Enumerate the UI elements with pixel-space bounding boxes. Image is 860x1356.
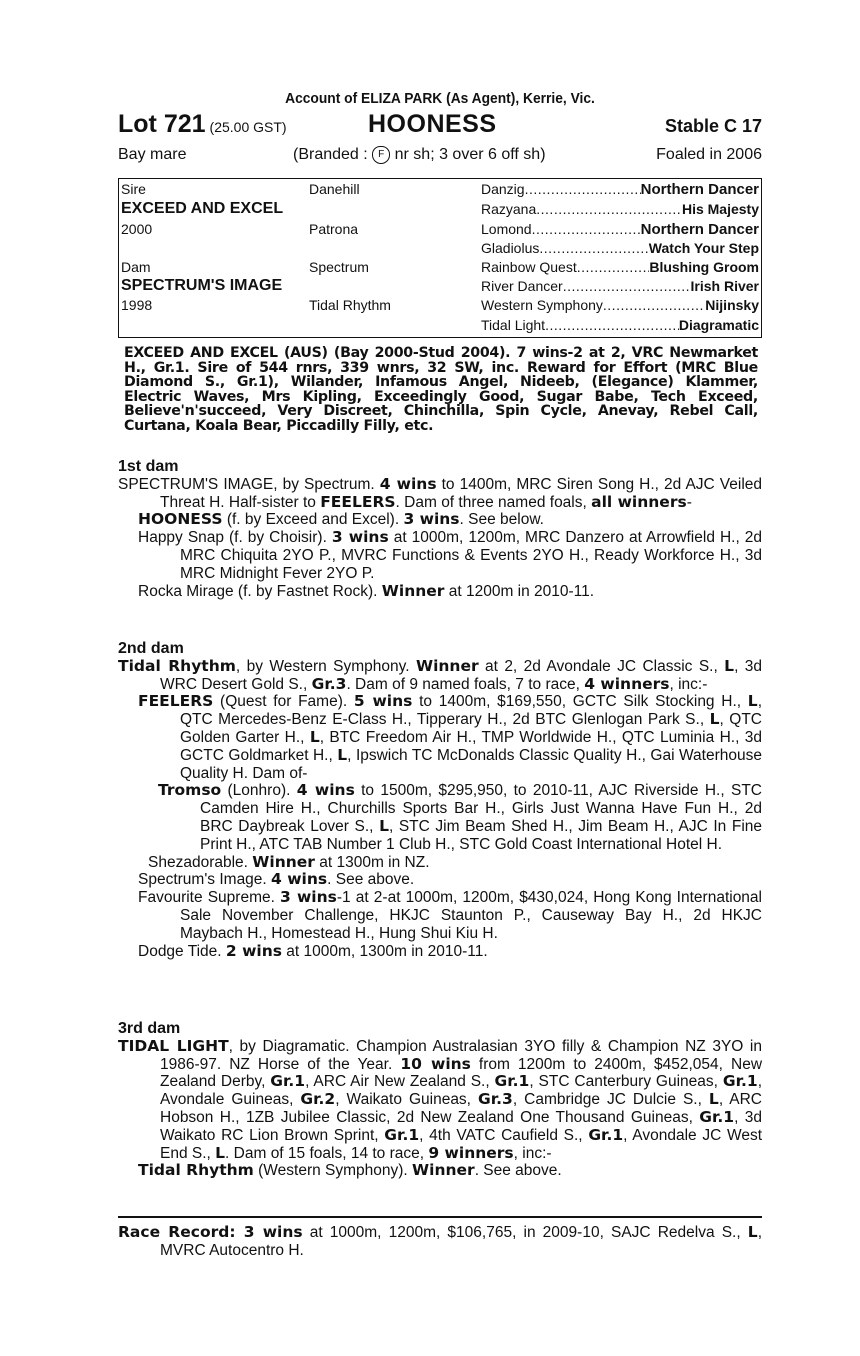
third-dam-section bbox=[118, 1020, 762, 1180]
horse-name: HOONESS bbox=[368, 110, 497, 138]
progeny-entry: Tromso (Lonhro). 4 wins to 1500m, $295,950, to 2010-11, AJC Riverside H., STC Camden Hire H., Churchills Sports Bar H., Girls Just Wanna Have Fun H., 2d BRC Daybreak Lover S., L, STC Jim Beam Shed H., Jim Beam H., AJC In Fine Print H., ATC TAB Number 1 Club H., STC Gold Coast International Hotel H. bbox=[158, 781, 763, 853]
dam-year: 1998 bbox=[121, 297, 153, 313]
dam-paragraph: SPECTRUM'S IMAGE, by Spectrum. 4 wins to 1400m, MRC Siren Song H., 2d AJC Veiled Threat H. Half-sister to FEELERS. Dam of three named foals, all winners- bbox=[118, 474, 763, 511]
progeny-entry: Happy Snap (f. by Choisir). 3 wins at 1000m, 1200m, MRC Danzero at Arrowfield H., 2d MRC Chiquita 2YO P., MVRC Functions & Events 2YO H., Ready Workforce H., 3d MRC Midnight Fever 2YO P. bbox=[138, 528, 763, 582]
sire-name: EXCEED AND EXCEL bbox=[121, 200, 284, 217]
sire-dam: Patrona bbox=[309, 221, 359, 237]
brand-suffix: nr sh; 3 over 6 off sh) bbox=[394, 146, 546, 163]
sire-year: 2000 bbox=[121, 221, 153, 237]
stable-number: Stable C 17 bbox=[664, 116, 762, 136]
section-heading: 3rd dam bbox=[118, 1020, 181, 1037]
lot-number bbox=[118, 110, 287, 139]
ancestor-row: River Dancer ..... Irish River bbox=[481, 278, 759, 294]
progeny-entry: Shezadorable. Winner at 1300m in NZ. bbox=[148, 852, 430, 871]
ancestor-row: Tidal Light ..... Diagramatic bbox=[481, 317, 759, 333]
colour-sex: Bay mare bbox=[118, 146, 187, 163]
vendor-account: Account of ELIZA PARK (As Agent), Kerrie, Vic. bbox=[285, 90, 595, 107]
progeny-entry: Tidal Rhythm (Western Symphony). Winner. See above. bbox=[138, 1161, 562, 1180]
race-record: Race Record: 3 wins at 1000m, 1200m, $106,765, in 2009-10, SAJC Redelva S., L, MVRC Autocentro H. bbox=[118, 1216, 762, 1260]
lot-label: Lot 721 bbox=[118, 110, 206, 138]
dam-label: Dam bbox=[121, 259, 151, 275]
progeny-entry: FEELERS (Quest for Fame). 5 wins to 1400m, $169,550, GCTC Silk Stocking H., L, QTC Mercedes-Benz E-Class H., Tipperary H., 2d BTC Glenlogan Park S., L, QTC Golden Garter H., L, BTC Freedom Air H., TMP Worldwide H., QTC Luminia H., 3d GCTC Goldmarket H., L, Ipswich TC McDonalds Classic Quality H., Gai Waterhouse Quality H. Dam of- bbox=[138, 692, 762, 782]
progeny-entry: Spectrum's Image. 4 wins. See above. bbox=[138, 870, 415, 889]
progeny-entry: Favourite Supreme. 3 wins-1 at 2-at 1000m, 1200m, $430,024, Hong Kong International Sale November Challenge, HKJC Staunton P., Causeway Bay H., 2d HKJC Maybach H., Homestead H., Hung Shui Kiu H. bbox=[138, 888, 762, 942]
progeny-entry: Dodge Tide. 2 wins at 1000m, 1300m in 2010-11. bbox=[138, 941, 488, 960]
ancestor-row: Razyana ..... His Majesty bbox=[481, 201, 759, 217]
horse-info-row bbox=[118, 146, 762, 168]
pedigree-table bbox=[118, 178, 762, 338]
dam-paragraph: TIDAL LIGHT, by Diagramatic. Champion Australasian 3YO filly & Champion NZ 3YO in 1986-97. NZ Horse of the Year. 10 wins from 1200m to 2400m, $452,054, New Zealand Derby, Gr.1, ARC Air New Zealand S., Gr.1, STC Canterbury Guineas, Gr.1, Avondale Guineas, Gr.2, Waikato Guineas, Gr.3, Cambridge JC Dulcie S., L, ARC Hobson H., 1ZB Jubilee Classic, 2d New Zealand One Thousand Guineas, Gr.1, 3d Waikato RC Lion Brown Sprint, Gr.1, 4th VATC Caufield S., Gr.1, Avondale JC West End S., L. Dam of 15 foals, 14 to race, 9 winners, inc:- bbox=[118, 1036, 763, 1162]
second-dam-section bbox=[118, 640, 762, 960]
sire-summary: EXCEED AND EXCEL (AUS) (Bay 2000-Stud 2004). 7 wins-2 at 2, VRC Newmarket H., Gr.1. Sire of 544 rnrs, 339 wnrs, 32 SW, inc. Reward for Effort (MRC Blue Diamond S., Gr.1), Wilander, Infamous Angel, Nideeb, (Elegance) Klammer, Electric Waves, Mrs Kipling, Exceedingly Good, Sugar Babe, Tech Exceed, Believe'n'succeed, Very Discreet, Chinchilla, Spin Cycle, Anevay, Rebel Call, Curtana, Koala Bear, Piccadilly Filly, etc. bbox=[124, 345, 758, 434]
first-dam-section bbox=[118, 458, 762, 600]
section-heading: 1st dam bbox=[118, 458, 179, 475]
foaled-year: Foaled in 2006 bbox=[656, 146, 762, 163]
dam-sire: Spectrum bbox=[309, 259, 369, 275]
dam-dam: Tidal Rhythm bbox=[309, 297, 391, 313]
dam-name: SPECTRUM'S IMAGE bbox=[121, 277, 283, 294]
gst-amount: (25.00 GST) bbox=[209, 119, 287, 135]
ancestor-row: Rainbow Quest ..... Blushing Groom bbox=[481, 259, 759, 275]
ancestor-row: Gladiolus ..... Watch Your Step bbox=[481, 240, 759, 256]
lot-header bbox=[118, 110, 762, 140]
dam-paragraph: Tidal Rhythm, by Western Symphony. Winner at 2, 2d Avondale JC Classic S., L, 3d WRC Desert Gold S., Gr.3. Dam of 9 named foals, 7 to race, 4 winners, inc:- bbox=[118, 656, 762, 693]
ancestor-row: Danzig ..... Northern Dancer bbox=[481, 181, 759, 198]
sire-sire: Danehill bbox=[309, 181, 360, 197]
brand-prefix: (Branded : bbox=[293, 146, 368, 163]
brand-description bbox=[293, 146, 546, 164]
ancestor-row: Western Symphony ..... Nijinsky bbox=[481, 297, 759, 313]
progeny-entry: HOONESS (f. by Exceed and Excel). 3 wins. See below. bbox=[138, 510, 544, 529]
section-heading: 2nd dam bbox=[118, 640, 184, 657]
ancestor-row: Lomond ..... Northern Dancer bbox=[481, 221, 759, 238]
progeny-entry: Rocka Mirage (f. by Fastnet Rock). Winner at 1200m in 2010-11. bbox=[138, 581, 595, 600]
sire-label: Sire bbox=[121, 181, 146, 197]
brand-mark-icon: F bbox=[372, 146, 390, 164]
